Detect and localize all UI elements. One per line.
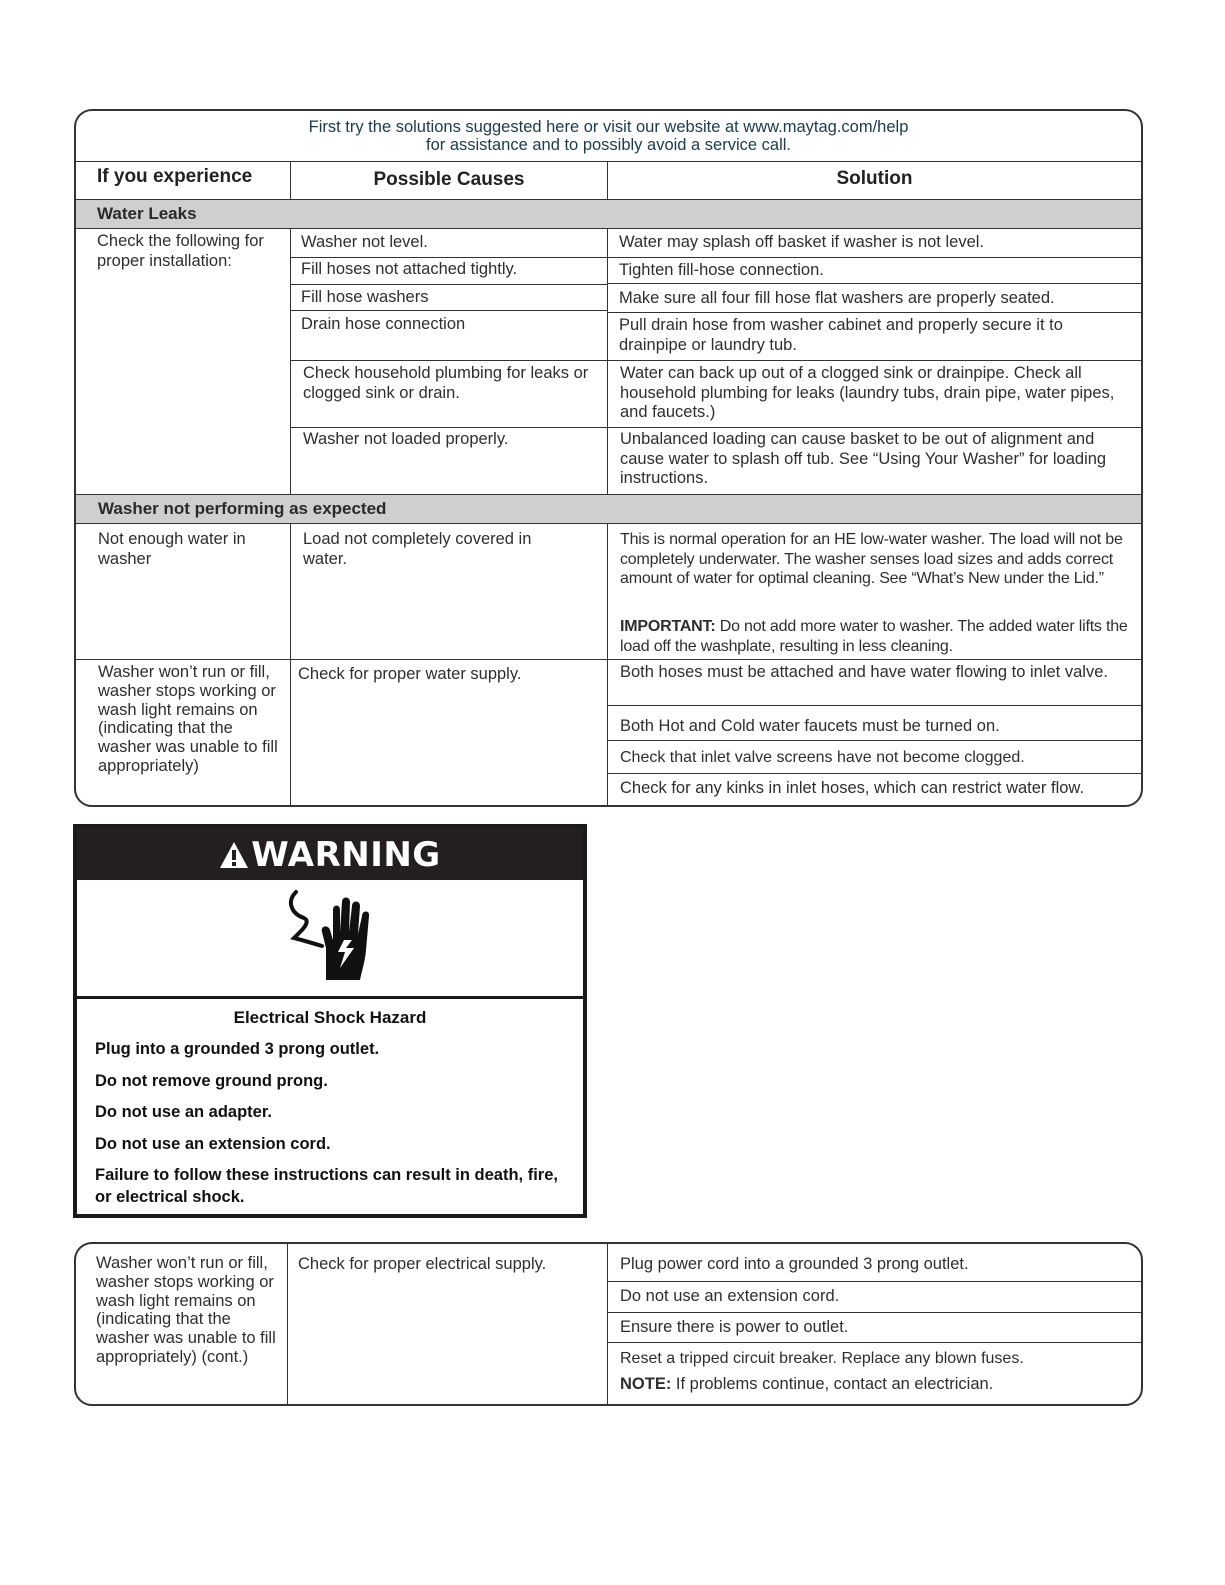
- solution-cell: Reset a tripped circuit breaker. Replace any blown fuses.: [620, 1350, 1024, 1367]
- water-leaks-experience: Check the following for proper installation:: [97, 232, 264, 270]
- column-header-causes: Possible Causes: [373, 169, 525, 190]
- solution-cell: Tighten fill-hose connection.: [619, 261, 824, 279]
- solution-cell: Plug power cord into a grounded 3 prong outlet.: [620, 1255, 969, 1273]
- icon-zone: [77, 880, 583, 999]
- cause-cell: Fill hoses not attached tightly.: [301, 260, 518, 278]
- warning-banner: [77, 828, 583, 880]
- solution-cell: Both hoses must be attached and have water flowing to inlet valve.: [620, 663, 1108, 681]
- solution-cell: Check for any kinks in inlet hoses, which can restrict water flow.: [620, 779, 1085, 797]
- warning-banner-text: WARNING: [251, 835, 441, 875]
- solution-cell: Water can back up out of a clogged sink or drainpipe. Check all household plumbing for leaks (laundry tubs, drain pipe, water pipes, and faucets.): [620, 364, 1115, 421]
- note-cell: [620, 1375, 1130, 1395]
- column-header-experience: If you experience: [97, 166, 253, 187]
- experience-cell: Not enough water in washer: [98, 530, 246, 568]
- warning-title: Electrical Shock Hazard: [233, 1008, 427, 1027]
- experience-cell: Washer won’t run or fill, washer stops working or wash light remains on (indicating that the washer was unable to fill appropriately): [98, 663, 278, 775]
- section-not-performing: [76, 494, 1141, 524]
- important-text: Do not add more water to washer. The added water lifts the load off the washplate, resulting in less cleaning.: [620, 618, 1128, 655]
- note-label: NOTE:: [620, 1375, 672, 1393]
- solution-cell: Ensure there is power to outlet.: [620, 1318, 849, 1336]
- solution-cell: Both Hot and Cold water faucets must be turned on.: [620, 717, 1000, 735]
- warning-item: Do not use an adapter.: [95, 1103, 272, 1121]
- warning-item: Failure to follow these instructions can result in death, fire, or electrical shock.: [95, 1166, 558, 1206]
- important-note: [620, 617, 1132, 656]
- cause-cell: Fill hose washers: [301, 288, 429, 306]
- solution-cell: This is normal operation for an HE low-water washer. The load will not be completely underwater. The washer senses load sizes and adds correct amount of water for optimal cleaning. See “What’s New under the Lid.”: [620, 531, 1123, 587]
- solution-cell: Check that inlet valve screens have not become clogged.: [620, 749, 1025, 766]
- troubleshooting-table: [74, 109, 1143, 807]
- warning-item: Plug into a grounded 3 prong outlet.: [95, 1040, 380, 1058]
- note-text: If problems continue, contact an electrician.: [671, 1375, 994, 1393]
- important-label: IMPORTANT:: [620, 618, 716, 635]
- header-note: [76, 111, 1141, 162]
- cause-cell: Check for proper water supply.: [298, 665, 522, 683]
- cause-cell: Load not completely covered in water.: [303, 530, 532, 568]
- section-title: Water Leaks: [97, 204, 197, 223]
- header-note-line2: for assistance and to possibly avoid a service call.: [425, 136, 791, 154]
- warning-item: Do not use an extension cord.: [95, 1135, 331, 1153]
- solution-cell: Make sure all four fill hose flat washers are properly seated.: [619, 289, 1055, 307]
- cause-cell: Washer not loaded properly.: [303, 430, 509, 448]
- solution-cell: Water may splash off basket if washer is not level.: [619, 233, 984, 251]
- warning-triangle-icon: [219, 841, 249, 869]
- solution-cell: Pull drain hose from washer cabinet and properly secure it to drainpipe or laundry tub.: [619, 316, 1063, 354]
- cause-cell: Washer not level.: [301, 233, 428, 251]
- section-water-leaks: [76, 199, 1141, 229]
- header-note-line1: First try the solutions suggested here or visit our website at www.maytag.com/help: [308, 118, 909, 136]
- section-title: Washer not performing as expected: [98, 499, 387, 518]
- experience-cell: Washer won’t run or fill, washer stops working or wash light remains on (indicating that the washer was unable to fill appropriately) (cont.): [96, 1254, 276, 1366]
- warning-box: [73, 824, 587, 1218]
- warning-item: Do not remove ground prong.: [95, 1072, 328, 1090]
- solution-cell: Unbalanced loading can cause basket to be out of alignment and cause water to splash off tub. See “Using Your Washer” for loading instructions.: [620, 430, 1107, 487]
- cause-cell: Check for proper electrical supply.: [298, 1255, 547, 1273]
- electric-shock-hand-icon: [282, 888, 382, 988]
- cause-cell: Check household plumbing for leaks or clogged sink or drain.: [303, 364, 589, 402]
- column-header-solution: Solution: [836, 168, 913, 189]
- cause-cell: Drain hose connection: [301, 315, 466, 333]
- solution-cell: Do not use an extension cord.: [620, 1287, 840, 1305]
- continued-table: [74, 1242, 1143, 1406]
